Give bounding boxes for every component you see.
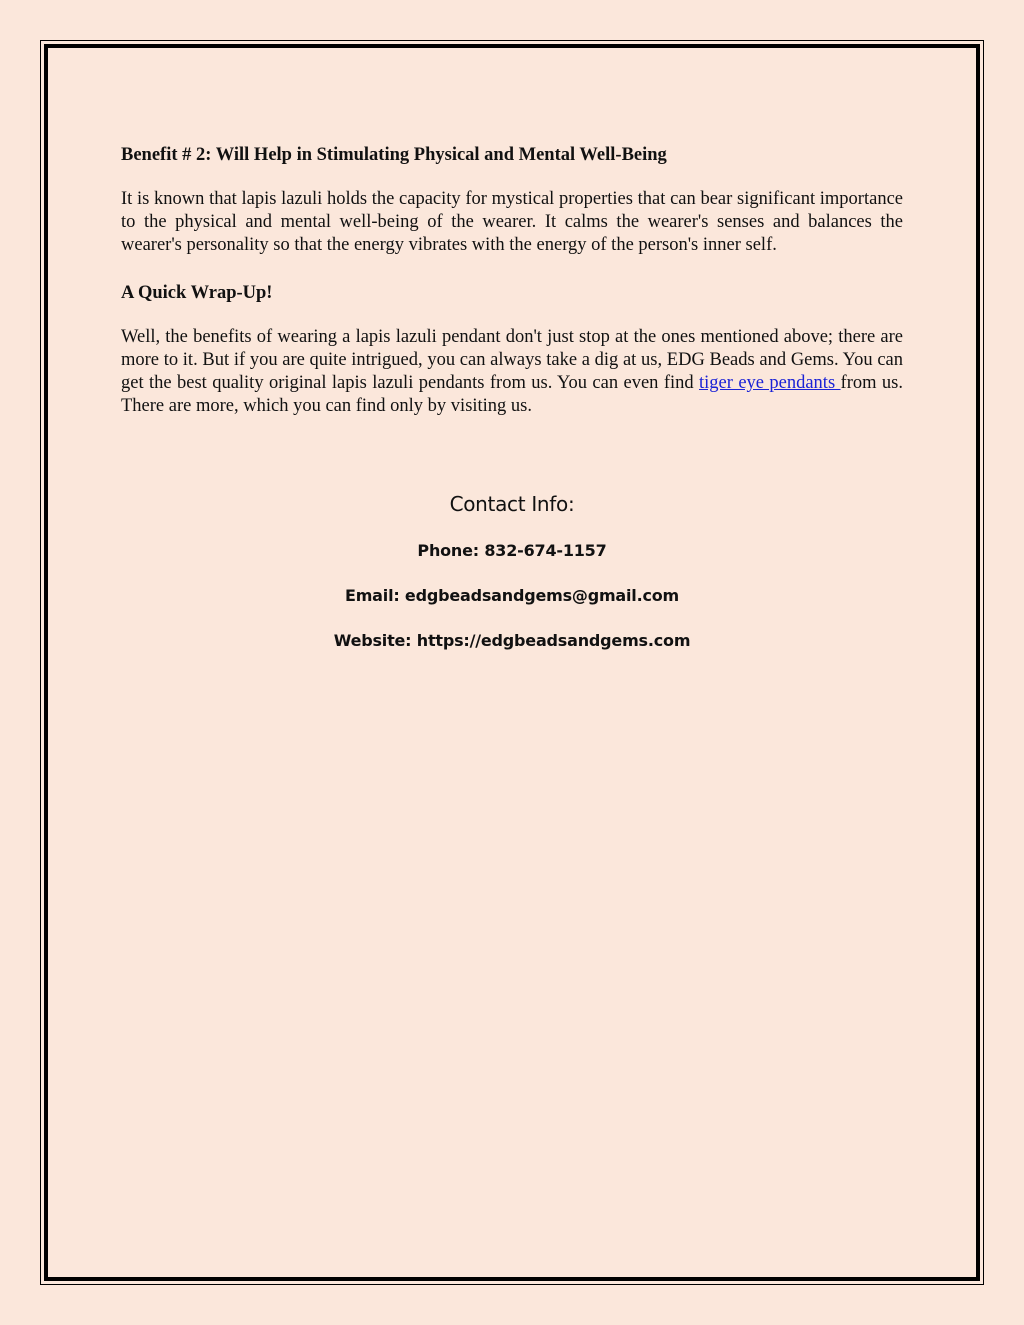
benefit-2-paragraph: It is known that lapis lazuli holds the capacity for mystical properties that can bear significant importance to the physical and mental well-being of the wearer. It calms the wearer's senses and balances the wearer's personality so that the energy vibrates with the energy of the person's inner self. bbox=[121, 189, 903, 255]
wrapup-paragraph-start: Well, the benefits of wearing a lapis lazuli pendant don't just stop at the ones mentioned above; there are more to it. But if you are quite intrigued, you can always take a dig at us, EDG Beads and Gems. You can get the best quality original lapis lazuli pendants from us. You can even find bbox=[121, 327, 903, 393]
contact-info-title: Contact Info: bbox=[449, 492, 575, 516]
tiger-eye-pendants-link[interactable]: tiger eye pendants bbox=[699, 373, 841, 393]
contact-website: Website: https://edgbeadsandgems.com bbox=[333, 631, 691, 650]
wrapup-paragraph-end: from us. There are more, which you can find only by visiting us. bbox=[121, 373, 903, 416]
document-body bbox=[121, 142, 903, 441]
contact-email: Email: edgbeadsandgems@gmail.com bbox=[344, 586, 680, 605]
benefit-2-heading: Benefit # 2: Will Help in Stimulating Physical and Mental Well-Being bbox=[121, 145, 667, 165]
wrapup-heading: A Quick Wrap-Up! bbox=[121, 283, 273, 303]
wrapup-paragraph bbox=[121, 326, 903, 418]
contact-phone: Phone: 832-674-1157 bbox=[417, 541, 607, 560]
